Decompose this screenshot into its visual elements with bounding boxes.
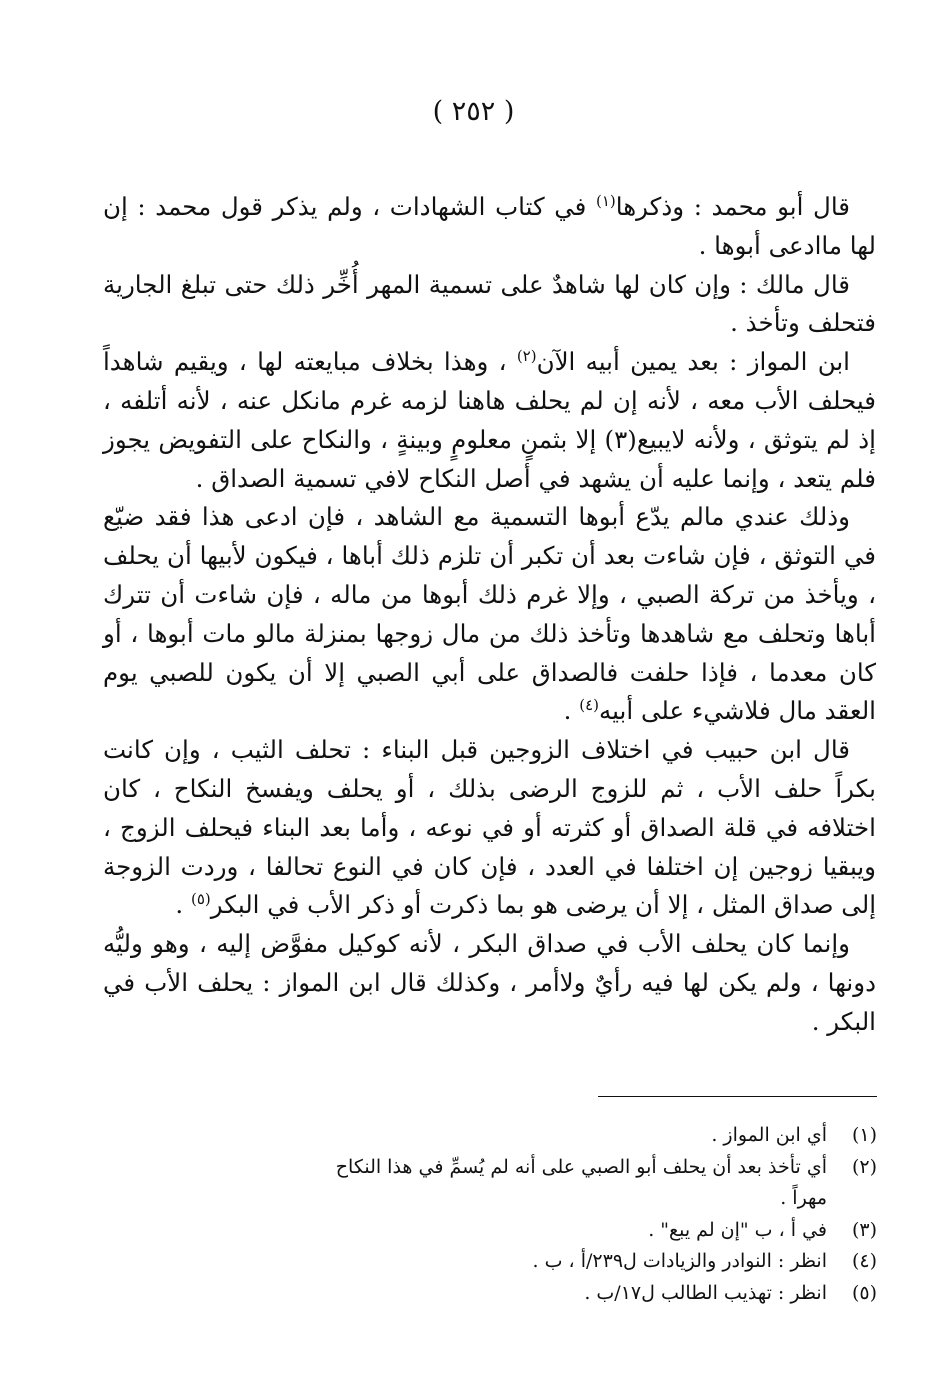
- paragraph-1: [103, 188, 876, 266]
- footnote-text: انظر : النوادر والزيادات ل٢٣٩/أ ، ب .: [532, 1250, 827, 1272]
- footnote-text: أي ابن المواز .: [711, 1124, 827, 1146]
- paragraph-text: قال ابن حبيب في اختلاف الزوجين قبل البناء : تحلف الثيب ، وإن كانت بكراً حلف الأب ، ثم للزوج الرضى بذلك ، أو يحلف ويفسخ النكاح ، كان اختلافه في قلة الصداق أو كثرته أو في نوعه ، وأما بعد البناء فيحلف الزوج ، ويبقيا زوجين إن اختلفا في العدد ، فإن كان في النوع تحالفا ، وردت الزوجة إلى صداق المثل ، إلا أن يرضى هو بما ذكرت أو ذكر الأب في البكر: [103, 735, 876, 920]
- footnote-divider: [598, 1096, 877, 1097]
- footnote-text: في أ ، ب "إن لم يبع" .: [648, 1218, 827, 1241]
- paragraph-text: في كتاب الشهادات ، ولم يذكر قول محمد : إن لها ماادعى أبوها .: [103, 192, 876, 260]
- paragraph-5: [103, 731, 876, 925]
- footnote-2: [300, 1152, 877, 1215]
- footnotes: [300, 1120, 877, 1309]
- footnote-3: [300, 1215, 877, 1247]
- paragraph-2: [103, 266, 876, 344]
- footnote-ref-2[interactable]: (٢): [516, 347, 537, 366]
- paragraph-text: ابن المواز : بعد يمين أبيه الآن: [536, 347, 850, 377]
- footnote-number: (١): [851, 1124, 877, 1146]
- paragraph-text: .: [175, 890, 191, 920]
- footnote-4: [300, 1246, 877, 1278]
- footnote-text: انظر : تهذيب الطالب ل١٧/ب .: [584, 1281, 827, 1304]
- paragraph-6: [103, 925, 876, 1041]
- paragraph-text: وإنما كان يحلف الأب في صداق البكر ، لأنه كوكيل مفوَّض إليه ، وهو وليُّه دونها ، ولم يكن لها فيه رأيٌ ولاأمر ، وكذلك قال ابن المواز : يحلف الأب في البكر .: [103, 929, 876, 1036]
- footnote-ref-4[interactable]: (٤): [579, 696, 599, 715]
- footnote-5: [300, 1278, 877, 1310]
- footnote-number: (٤): [851, 1250, 877, 1272]
- paragraph-4: [103, 498, 876, 731]
- paragraph-text: .: [563, 696, 580, 726]
- paragraph-text: قال مالك : وإن كان لها شاهدٌ على تسمية المهر أُخِّر ذلك حتى تبلغ الجارية فتحلف وتأخذ .: [103, 269, 876, 338]
- paragraph-3: [103, 343, 876, 498]
- footnote-number: (٣): [851, 1218, 877, 1241]
- footnote-1: [300, 1120, 877, 1152]
- paragraph-text: ، وهذا بخلاف مبايعته لها ، ويقيم شاهداً فيحلف الأب معه ، لأنه إن لم يحلف هاهنا لزمه غرم مانكل عنه ، لأنه أتلفه ، إذ لم يتوثق ، ولأنه لايبيع(٣) إلا بثمنٍ معلومٍ وبينةٍ ، والنكاح على التفويض يجوز فلم يتعد ، وإنما عليه أن يشهد في أصل النكاح لافي تسمية الصداق .: [103, 347, 876, 493]
- footnote-ref-5[interactable]: (٥): [190, 890, 211, 909]
- main-text: [103, 188, 876, 1042]
- footnote-number: (٥): [851, 1281, 877, 1304]
- footnote-text: أي تأخذ بعد أن يحلف أبو الصبي على أنه لم يُسمِّ في هذا النكاح مهراً .: [335, 1155, 827, 1209]
- paragraph-text: قال أبو محمد : وذكرها: [615, 192, 850, 221]
- page-number: ( ٢٥٢ ): [432, 96, 515, 127]
- paragraph-text: وذلك عندي مالم يدّع أبوها التسمية مع الشاهد ، فإن ادعى هذا فقد ضيّع في التوثق ، فإن شاءت بعد أن تكبر أن تلزم ذلك أباها ، فيكون لأبيها أن يحلف ، ويأخذ من تركة الصبي ، وإلا غرم ذلك أبوها من ماله ، فإن شاءت أن تترك أباها وتحلف مع شاهدها وتأخذ ذلك من مال زوجها بمنزلة مالو مات أبوها ، أو كان معدما ، فإذا حلفت فالصداق على أبي الصبي إلا أن يكون للصبي يوم العقد مال فلاشيء على أبيه: [103, 502, 876, 726]
- footnote-ref-1[interactable]: (١): [596, 191, 616, 210]
- footnote-number: (٢): [851, 1155, 877, 1178]
